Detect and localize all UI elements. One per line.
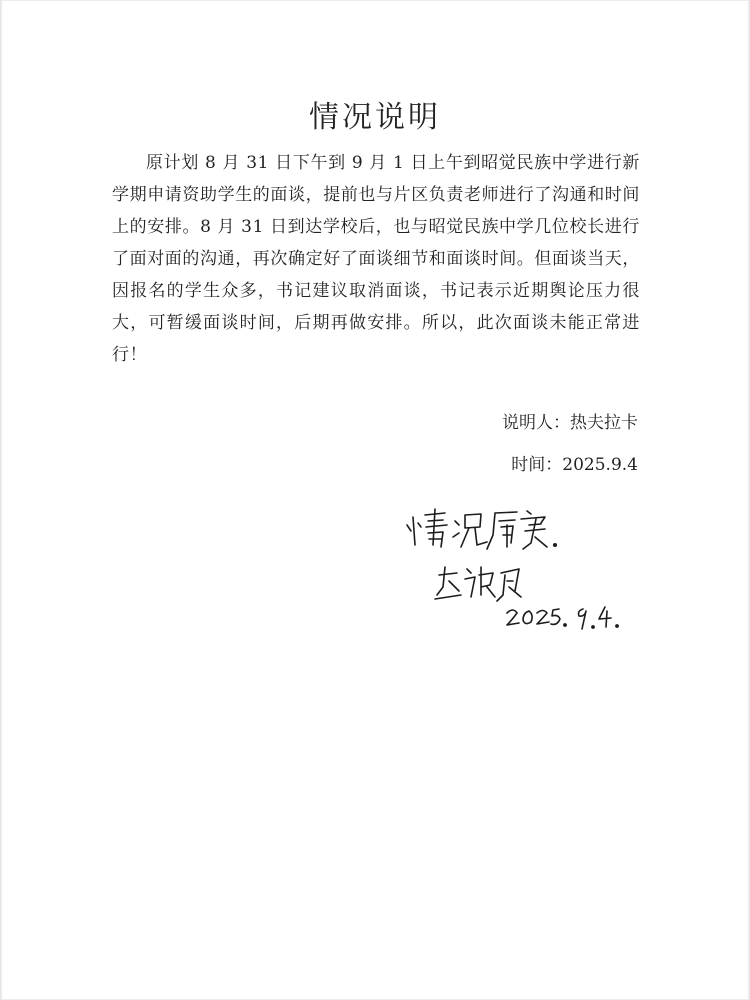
document-body: 原计划 8 月 31 日下午到 9 月 1 日上午到昭觉民族中学进行新学期申请资助学生的面谈，提前也与片区负责老师进行了沟通和时间上的安排。8 月 31 日到达学校后，也与昭觉民族中学几位校长进行了面对面的沟通，再次确定好了面谈细节和面谈时间。但面谈当天，因报名的学生众多，书记建议取消面谈，书记表示近期舆论压力很大，可暂缓面谈时间，后期再做安排。所以，此次面谈未能正常进行！ [112, 153, 640, 365]
scan-edge-left [0, 0, 3, 1000]
date-line: 时间：2025.9.4 [511, 455, 638, 475]
handwritten-signature-drawing [395, 495, 645, 645]
handwriting-date [507, 607, 618, 629]
handwritten-endorsement [395, 495, 645, 645]
signer-line: 说明人：热夫拉卡 [502, 413, 638, 433]
handwriting-signature [435, 567, 521, 601]
handwriting-line-1 [407, 509, 556, 549]
document-title: 情况说明 [309, 100, 441, 135]
